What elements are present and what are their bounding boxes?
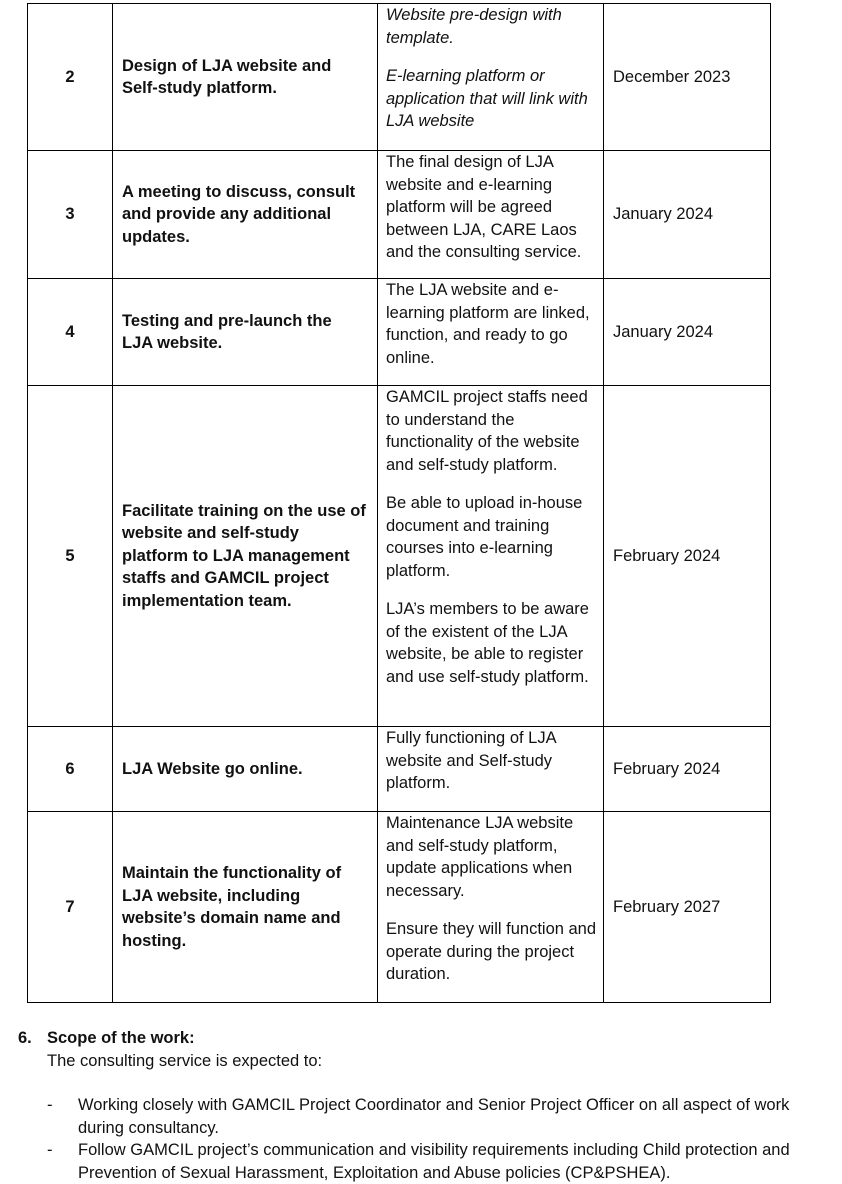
section-title: Scope of the work:	[47, 1029, 195, 1047]
date-cell: February 2027	[604, 812, 771, 1003]
activity-cell: Maintain the functionality of LJA website, including website’s domain name and hosting.	[113, 812, 378, 1003]
date-cell: December 2023	[604, 4, 771, 151]
row-number: 2	[28, 4, 113, 151]
row-number: 3	[28, 151, 113, 279]
activity-cell: LJA Website go online.	[113, 727, 378, 812]
output-cell	[378, 151, 604, 279]
output-text: Maintenance LJA website and self-study platform, update applications when necessary.	[386, 814, 574, 900]
scope-list	[18, 1094, 818, 1184]
date-cell: February 2024	[604, 386, 771, 727]
scope-of-work-section	[18, 1027, 818, 1184]
row-number: 4	[28, 279, 113, 386]
section-intro: The consulting service is expected to:	[47, 1051, 323, 1070]
date-cell: January 2024	[604, 151, 771, 279]
output-text: Fully functioning of LJA website and Self-study platform.	[386, 729, 556, 792]
activity-cell: Design of LJA website and Self-study platform.	[113, 4, 378, 151]
list-item-text: Working closely with GAMCIL Project Coordinator and Senior Project Officer on all aspect of work during consultancy.	[78, 1096, 790, 1137]
activity-cell: Facilitate training on the use of website and self-study platform to LJA management staffs and GAMCIL project implementation team.	[113, 386, 378, 727]
list-item	[18, 1139, 818, 1184]
table-row	[28, 727, 771, 812]
output-cell	[378, 279, 604, 386]
list-item-text: Follow GAMCIL project’s communication and visibility requirements including Child protection and Prevention of Sexual Harassment, Exploitation and Abuse policies (CP&PSHEA).	[78, 1141, 790, 1182]
output-cell	[378, 386, 604, 727]
output-text: The final design of LJA website and e-learning platform will be agreed between LJA, CARE Laos and the consulting service.	[386, 153, 582, 261]
output-text: The LJA website and e-learning platform are linked, function, and ready to go online.	[386, 281, 590, 367]
dash-marker: -	[47, 1096, 53, 1114]
activity-cell: Testing and pre-launch the LJA website.	[113, 279, 378, 386]
output-text: LJA’s members to be aware of the existent of the LJA website, be able to register and use self-study platform.	[386, 600, 589, 686]
section-heading	[18, 1027, 818, 1050]
output-text: Be able to upload in-house document and training courses into e-learning platform.	[386, 494, 583, 580]
table-row	[28, 151, 771, 279]
date-cell: January 2024	[604, 279, 771, 386]
output-cell	[378, 727, 604, 812]
row-number: 7	[28, 812, 113, 1003]
section-number: 6.	[18, 1029, 32, 1047]
table-row	[28, 386, 771, 727]
output-text: Ensure they will function and operate during the project duration.	[386, 920, 597, 983]
list-item	[18, 1094, 818, 1139]
output-text: Website pre-design with template.	[386, 6, 562, 47]
timeline-table	[27, 3, 771, 1003]
output-cell	[378, 4, 604, 151]
activity-cell: A meeting to discuss, consult and provide any additional updates.	[113, 151, 378, 279]
output-cell	[378, 812, 604, 1003]
row-number: 6	[28, 727, 113, 812]
row-number: 5	[28, 386, 113, 727]
date-cell: February 2024	[604, 727, 771, 812]
table-row	[28, 279, 771, 386]
output-text: GAMCIL project staffs need to understand the functionality of the website and self-study platform.	[386, 388, 588, 474]
table-row	[28, 4, 771, 151]
table-row	[28, 812, 771, 1003]
dash-marker: -	[47, 1141, 53, 1159]
output-text: E-learning platform or application that will link with LJA website	[386, 67, 588, 130]
